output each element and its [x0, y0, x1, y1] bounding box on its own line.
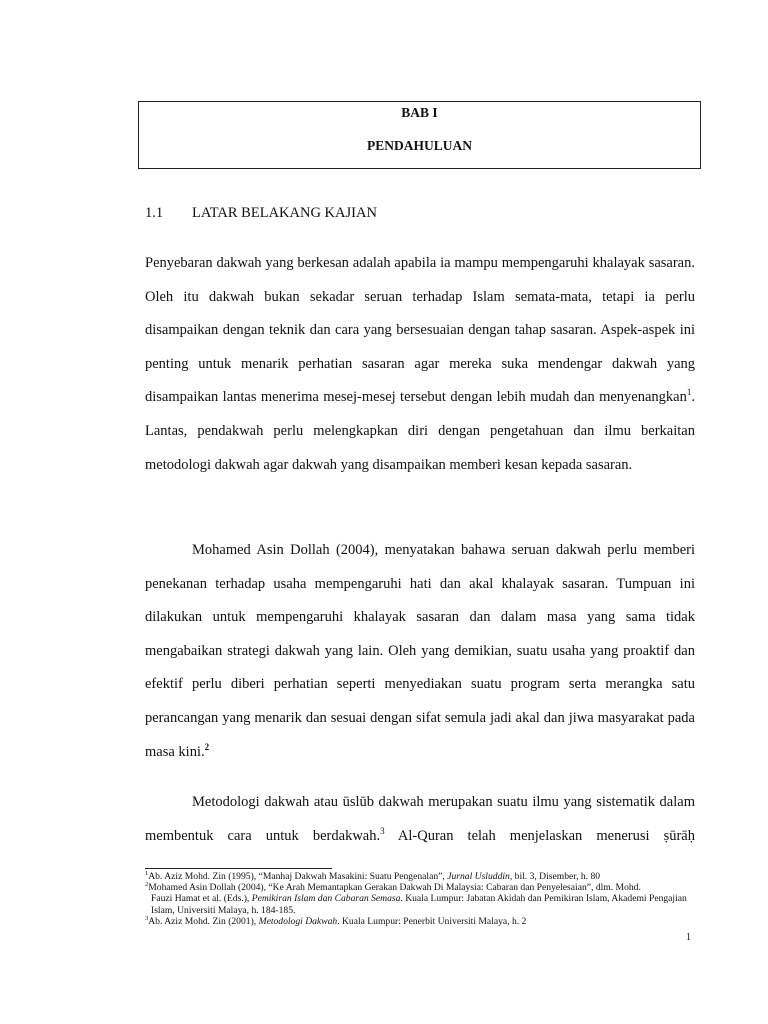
chapter-number: BAB I [401, 105, 438, 120]
footnote-reference[interactable]: 3 [380, 825, 385, 836]
footnote-text: . Kuala Lumpur: Jabatan Akidah dan Pemikiran Islam, Akademi Pengajian Islam, Universiti Malaya, h. 184-185. [151, 893, 687, 916]
chapter-title-box [138, 101, 701, 169]
footnote-continuation [145, 893, 705, 915]
footnote-mark: 3 [145, 914, 149, 922]
footnote-mark: 1 [145, 869, 149, 877]
section-number: 1.1 [145, 205, 164, 221]
paragraph-text: Mohamed Asin Dollah (2004), menyatakan bahawa seruan dakwah perlu memberi penekanan terhadap usaha mempengaruhi hati dan akal khalayak sasaran. Tumpuan ini dilakukan untuk mempengaruhi khalayak sasaran dan dalam masa yang sama tidak mengabaikan strategi dakwah yang lain. Oleh yang demikian, suatu usaha yang proaktif dan efektif perlu diberi perhatian seperti menyediakan suatu program serta merangka satu perancangan yang menarik dan sesuai dengan sifat semula jadi akal dan jiwa masyarakat pada masa kini. [145, 542, 695, 760]
footnote-text: Mohamed Asin Dollah (2004), “Ke Arah Memantapkan Gerakan Dakwah Di Malaysia: Cabaran dan Penyelesaian”, dlm. Mohd. [148, 882, 641, 894]
footnote-mark: 2 [145, 881, 149, 889]
footnotes [145, 871, 705, 927]
footnote-text: Fauzi Hamat et al. (Eds.), [151, 893, 252, 905]
body-paragraph [145, 534, 695, 769]
footnote-item [145, 871, 705, 882]
footnote-item [145, 882, 705, 916]
section-heading [145, 204, 377, 222]
footnote-separator [145, 868, 332, 869]
paragraph-text: Al-Quran telah menjelaskan menerusi ṣūrāḥ [384, 827, 695, 844]
footnote-item [145, 916, 705, 927]
footnote-reference[interactable]: 2 [204, 741, 210, 752]
footnote-title: Metodologi Dakwah [258, 915, 338, 927]
footnote-reference[interactable]: 1 [686, 387, 692, 398]
paragraph-text: . Lantas, pendakwah perlu melengkapkan diri dengan pengetahuan dan ilmu berkaitan metodologi dakwah agar dakwah yang disampaikan memberi kesan kepada sasaran. [145, 389, 695, 473]
body-paragraph [145, 247, 695, 482]
footnote-title: Jurnal Usluddin [447, 871, 510, 882]
page-number: 1 [686, 932, 691, 943]
footnote-text: . Kuala Lumpur: Penerbit Universiti Malaya, h. 2 [337, 915, 527, 927]
footnote-text: Ab. Aziz Mohd. Zin (2001), [148, 915, 259, 927]
paragraph-text: Penyebaran dakwah yang berkesan adalah apabila ia mampu mempengaruhi khalayak sasaran. Oleh itu dakwah bukan sekadar seruan terhadap Islam semata-mata, tetapi ia perlu disampaikan dengan teknik dan cara yang bersesuaian dengan tahap sasaran. Aspek-aspek ini penting untuk menarik perhatian sasaran agar mereka suka mendengar dakwah yang disampaikan lantas menerima mesej-mesej tersebut dengan lebih mudah dan menyenangkan [145, 255, 695, 406]
footnote-text: Ab. Aziz Mohd. Zin (1995), “Manhaj Dakwah Masakini: Suatu Pengenalan”, [148, 871, 448, 882]
section-title: LATAR BELAKANG KAJIAN [192, 205, 377, 221]
footnote-title: Pemikiran Islam dan Cabaran Semasa [251, 893, 401, 905]
chapter-title: PENDAHULUAN [366, 138, 472, 153]
paragraph-text: Metodologi dakwah atau ūslūb dakwah merupakan suatu ilmu yang sistematik dalam membentuk cara untuk berdakwah. [145, 794, 695, 844]
footnote-text: , bil. 3, Disember, h. 80 [509, 871, 601, 882]
body-paragraph [145, 786, 695, 853]
